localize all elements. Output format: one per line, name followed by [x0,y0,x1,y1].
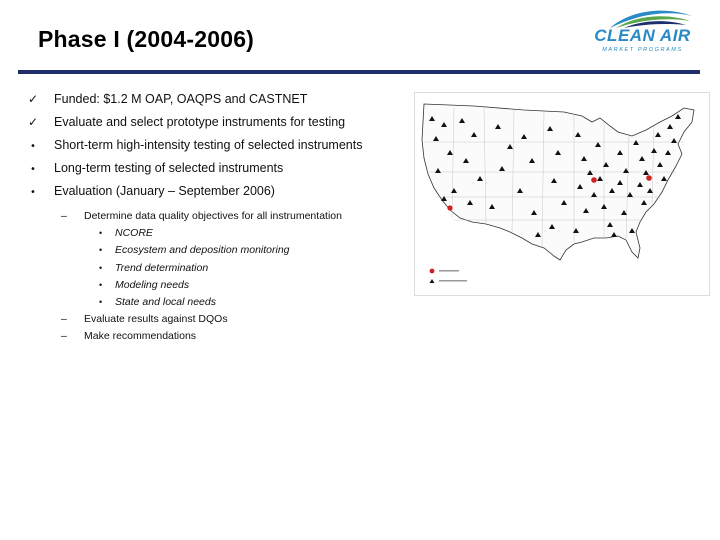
check-icon: ✓ [28,115,39,129]
bullet-text: Evaluation (January – September 2006) [54,184,275,198]
objective-item [57,242,397,259]
sub-bullet-item [57,328,397,345]
title-divider [18,70,700,74]
objective-item [57,225,397,242]
bullet-text: Short-term high-intensity testing of selected instruments [54,138,363,152]
sub-bullet-item [57,208,397,225]
objective-text: State and local needs [115,296,216,309]
bullet-text: Long-term testing of selected instruments [54,161,284,175]
bullet-text: Evaluate and select prototype instruments for testing [54,115,346,129]
logo-tagline: MARKET PROGRAMS [602,47,683,53]
bullet-item [28,161,418,176]
objective-text: Trend determination [115,261,209,274]
objective-text: Ecosystem and deposition monitoring [115,244,290,257]
dash-icon: – [61,210,67,222]
bullet-dot-icon: • [99,262,103,273]
bullet-dot-icon: • [30,164,36,175]
slide-title: Phase I (2004-2006) [38,26,255,52]
sub-bullet-text: Determine data quality objectives for all instrumentation [84,210,342,222]
check-icon: ✓ [28,92,39,106]
bullet-dot-icon: • [99,245,103,256]
bullet-text: Funded: $1.2 M OAP, OAQPS and CASTNET [54,92,308,106]
evaluation-sub-list [57,208,397,345]
bullet-item [28,184,418,199]
bullet-dot-icon: • [30,141,36,152]
dash-icon: – [61,330,67,343]
bullet-dot-icon: • [99,279,103,290]
objective-text: NCORE [115,227,153,239]
sub-bullet-text: Evaluate results against DQOs [84,313,228,326]
bullet-dot-icon: • [30,187,36,198]
us-map-image [414,92,710,296]
bullet-dot-icon: • [99,228,103,238]
bullet-item [28,92,418,107]
objective-text: Modeling needs [115,278,190,291]
main-bullet-list [28,92,418,207]
dash-icon: – [61,313,67,326]
monitoring-site-map [414,92,710,296]
logo-name: CLEAN AIR [594,26,691,45]
bullet-dot-icon: • [99,297,103,308]
sub-bullet-item [57,311,397,328]
bullet-item [28,138,418,153]
objective-item [57,260,397,277]
objective-item [57,277,397,294]
sub-bullet-text: Make recommendations [84,330,197,343]
objective-item [57,294,397,311]
bullet-item [28,115,418,130]
clean-air-logo [580,6,700,64]
